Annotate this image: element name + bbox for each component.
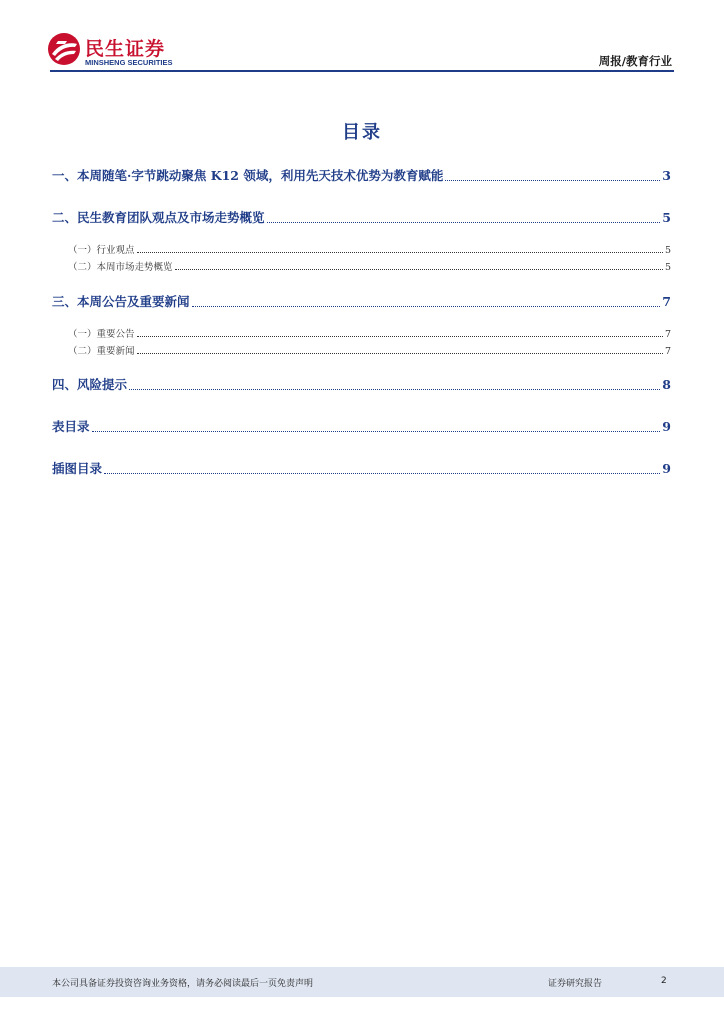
brand-logo — [47, 32, 187, 70]
toc-entry-text: 四、风险提示 — [52, 377, 128, 392]
toc-leader-dots — [267, 222, 661, 223]
toc-entry-page: 5 — [664, 262, 671, 273]
toc-leader-dots — [137, 353, 663, 354]
toc-entry-text: （一）重要公告 — [68, 329, 135, 340]
footer-disclaimer: 本公司具备证券投资咨询业务资格，请务必阅读最后一页免责声明 — [52, 979, 314, 989]
toc-entry-3[interactable] — [52, 292, 671, 310]
toc-entry-text: 三、本周公告及重要新闻 — [52, 294, 190, 309]
toc-entry-3-1[interactable] — [68, 326, 671, 340]
toc-leader-dots — [192, 306, 661, 307]
toc-leader-dots — [104, 473, 660, 474]
toc-entry-text: 表目录 — [52, 419, 90, 434]
footer-report-label: 证券研究报告 — [548, 979, 603, 989]
toc-entry-page: 8 — [662, 377, 671, 392]
toc-entry-2-1[interactable] — [68, 242, 671, 256]
toc-entry-2-2[interactable] — [68, 259, 671, 273]
toc-entry-text: 插图目录 — [52, 461, 103, 476]
brand-name-en: MINSHENG SECURITIES — [85, 58, 173, 67]
toc-entry-text: 一、本周随笔·字节跳动聚焦 K12 领域，利用先天技术优势为教育赋能 — [52, 168, 444, 183]
page-footer — [0, 967, 724, 997]
brand-name-cn: 民生证券 — [85, 38, 166, 60]
toc-leader-dots — [92, 431, 661, 432]
toc-entry-3-2[interactable] — [68, 343, 671, 357]
toc-entry-2[interactable] — [52, 208, 671, 226]
page-header — [0, 0, 724, 76]
toc-entry-page: 7 — [662, 294, 671, 309]
toc-entry-page: 5 — [662, 210, 671, 225]
toc-leader-dots — [175, 269, 663, 270]
toc-entry-page: 9 — [662, 461, 671, 476]
toc-leader-dots — [129, 389, 660, 390]
toc-entry-text: （一）行业观点 — [68, 245, 135, 256]
toc-entry-page: 7 — [664, 346, 671, 357]
toc-leader-dots — [445, 180, 660, 181]
toc-entry-page: 9 — [662, 419, 671, 434]
toc-entry-page: 7 — [664, 329, 671, 340]
toc-entry-figures[interactable] — [52, 459, 671, 477]
toc-entry-text: 二、民生教育团队观点及市场走势概览 — [52, 210, 265, 225]
minsheng-logo-icon — [47, 32, 81, 66]
footer-page-number: 2 — [661, 976, 667, 986]
toc-entry-page: 3 — [662, 168, 671, 183]
toc-entry-text: （二）重要新闻 — [68, 346, 135, 357]
toc-entry-text: （二）本周市场走势概览 — [68, 262, 173, 273]
toc-title: 目录 — [342, 122, 382, 143]
toc-entry-page: 5 — [664, 245, 671, 256]
report-type: 周报/教育行业 — [598, 54, 672, 68]
toc-entry-4[interactable] — [52, 375, 671, 393]
toc-entry-1[interactable] — [52, 166, 671, 184]
header-divider — [50, 70, 674, 72]
toc-leader-dots — [137, 252, 663, 253]
toc-entry-tables[interactable] — [52, 417, 671, 435]
toc-leader-dots — [137, 336, 663, 337]
